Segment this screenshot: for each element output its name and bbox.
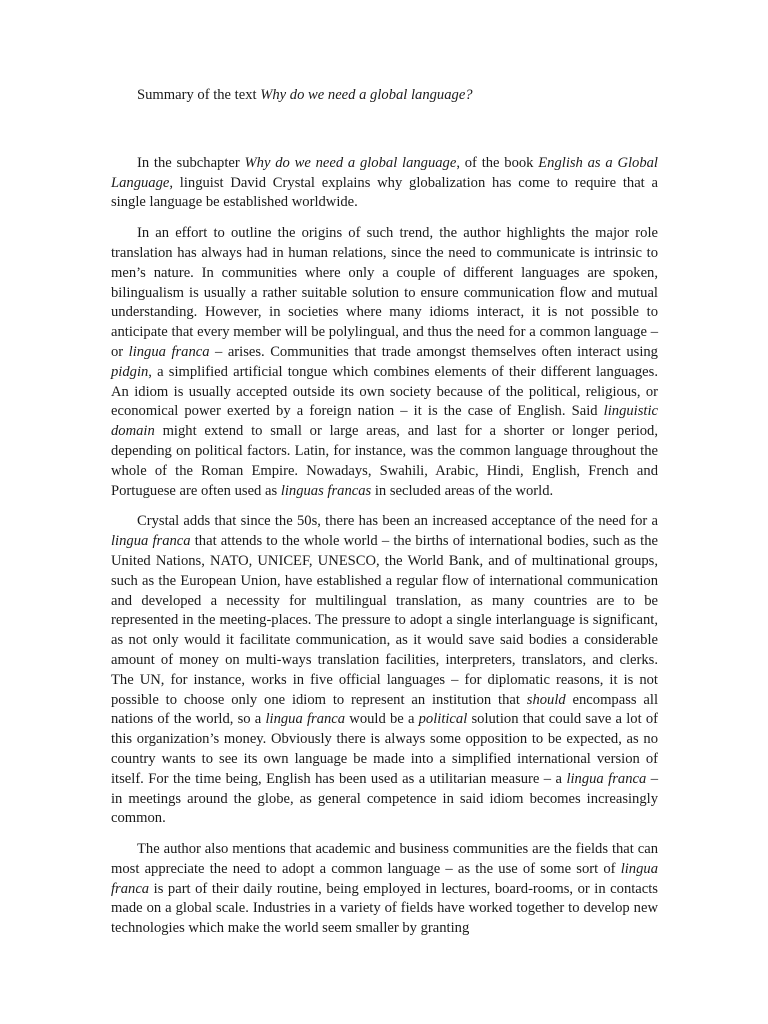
- italic-text: linguistic domain: [111, 403, 658, 440]
- paragraph: [111, 512, 658, 829]
- text-run: , linguist David Crystal explains why globalization has come to require that a single language be established worldwide.: [111, 174, 658, 211]
- text-run: in secluded areas of the world.: [371, 482, 554, 499]
- italic-text: Why do we need a global language: [244, 154, 457, 171]
- text-run: Crystal adds that since the 50s, there has been an increased acceptance of the need for a: [137, 513, 658, 530]
- italic-text: lingua franca: [566, 770, 647, 787]
- paragraph: [111, 840, 658, 998]
- text-run: that attends to the whole world – the births of international bodies, such as the United Nations, NATO, UNICEF, UNESCO, the World Bank, and of multinational groups, such as the European Union, have established a regular flow of international communication and developed a necessity for multilingual translation, as many countries are to be represented in the meeting-places. The pressure to adopt a single interlanguage is significant, as not only would it facilitate communication, as it would save said bodies a considerable amount of money on multi-ways translation facilities, interpreters, translators, and clerks. The UN, for instance, works in five official languages – for diplomatic reasons, it is not possible to choose only one idiom to represent an institution that: [111, 533, 658, 708]
- text-run: solution that could save a lot of this organization’s money. Obviously there is always some opposition to be expected, as no country wants to see its own language be made into a simplified international version of itself. For the time being, English has been used as a utilitarian measure – a: [111, 711, 658, 787]
- italic-text: pidgin: [111, 363, 149, 380]
- text-run: In an effort to outline the origins of such trend, the author highlights the major role translation has always had in human relations, since the need to communicate is intrinsic to men’s nature. In communities where only a couple of different languages are spoken, bilingualism is usually a rather suitable solution to ensure communication flow and mutual understanding. However, in societies where many idioms interact, it is not possible to anticipate that every member will be polylingual, and thus the need for a common language – or: [111, 225, 658, 360]
- text-run: , a simplified artificial tongue which combines elements of their different languages. An idiom is usually accepted outside its own society because of the political, religious, or economical power exerted by a foreign nation – it is the case of English. Said: [111, 363, 658, 420]
- italic-text: lingua franca: [111, 533, 191, 550]
- document-title: [111, 86, 658, 106]
- title-italic: Why do we need a global language?: [260, 87, 473, 103]
- italic-text: lingua franca: [128, 343, 210, 360]
- text-run: , of the book: [456, 154, 539, 171]
- italic-text: political: [418, 711, 468, 728]
- italic-text: should: [526, 691, 566, 708]
- text-run: – in meetings around the globe, as general competence in said idiom becomes increasingly common.: [111, 770, 658, 827]
- text-run: would be a: [345, 711, 419, 728]
- italic-text: linguas francas: [280, 482, 372, 499]
- paragraph: [111, 154, 658, 213]
- paragraph: [111, 224, 658, 501]
- text-run: The author also mentions that academic and business communities are the fields that can most appreciate the need to adopt a common language – as the use of some sort of: [111, 841, 658, 877]
- text-run: In the subchapter: [137, 154, 245, 171]
- italic-text: lingua franca: [111, 860, 658, 897]
- document-page: [111, 86, 658, 998]
- text-run: might extend to small or large areas, and last for a shorter or longer period, depending on political factors. Latin, for instance, was the common language throughout the whole of the Roman Empire. Nowadays, Swahili, Arabic, Hindi, English, French and Portuguese are often used as: [111, 423, 658, 499]
- text-run: encompass all nations of the world, so a: [111, 691, 658, 728]
- text-run: – arises. Communities that trade amongst themselves often interact using: [209, 343, 658, 360]
- title-prefix: Summary of the text: [137, 87, 261, 103]
- italic-text: English as a Global Language: [111, 154, 658, 191]
- text-run: is part of their daily routine, being employed in lectures, board-rooms, or in contacts made on a global scale. Industries in a variety of fields have worked together to develop new technologies which make the world seem smaller by granting: [111, 880, 658, 937]
- italic-text: lingua franca: [265, 711, 346, 728]
